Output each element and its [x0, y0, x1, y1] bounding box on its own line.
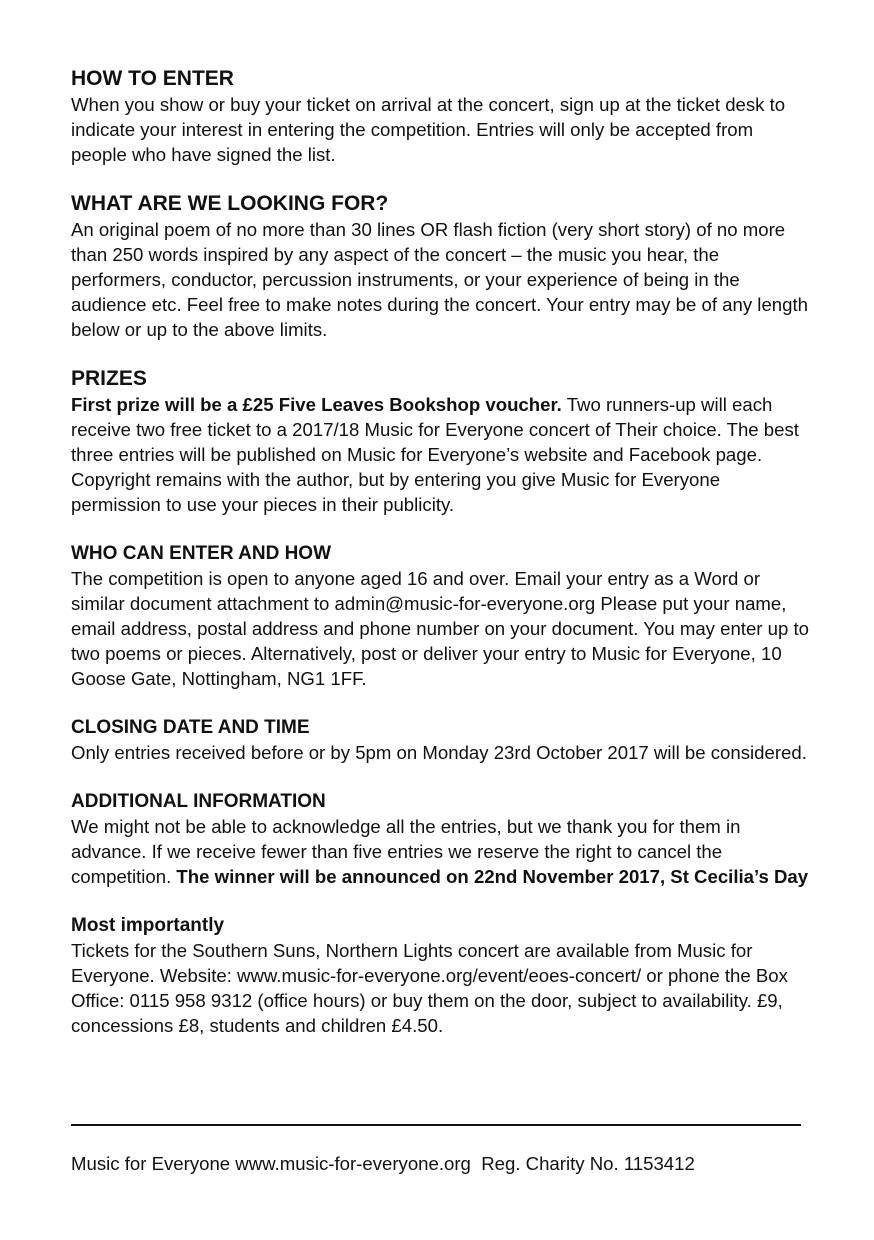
closing-date-text: Only entries received before or by 5pm on Monday 23rd October 2017 will be considered. — [71, 742, 807, 763]
looking-for-heading: WHAT ARE WE LOOKING FOR? — [71, 192, 389, 215]
footer-text: Music for Everyone www.music-for-everyone.org Reg. Charity No. 1153412 — [71, 1153, 695, 1174]
footer-divider — [71, 1124, 801, 1126]
most-importantly-text: Tickets for the Southern Suns, Northern Lights concert are available from Music for Everyone. Website: www.music-for-everyone.org/event/eoes-concert/ or phone the Box Office: 0115 958 9312 (office hours) or buy them on the door, subject to availability. £9, concessions £8, students and children £4.50. — [71, 940, 788, 1036]
how-to-enter-text: When you show or buy your ticket on arrival at the concert, sign up at the ticket desk to indicate your interest in entering the competition. Entries will only be accepted from people who have signed the list. — [71, 94, 786, 165]
additional-info-body: We might not be able to acknowledge all the entries, but we thank you for them in advance. If we receive fewer than five entries we reserve the right to cancel the competition. — [71, 816, 741, 887]
how-to-enter-heading: HOW TO ENTER — [71, 67, 234, 90]
additional-info-text — [71, 814, 811, 889]
prizes-details-text: Two runners-up will each receive two free ticket to a 2017/18 Music for Everyone concert of Their choice. The best three entries will be published on Music for Everyone’s website and Facebook page. Copyright remains with the author, but by entering you give Music for Everyone permission to use your pieces in their publicity. — [71, 394, 799, 515]
who-can-enter-text: The competition is open to anyone aged 16 and over. Email your entry as a Word or similar document attachment to admin@music-for-everyone.org Please put your name, email address, postal address and phone number on your document. You may enter up to two poems or pieces. Alternatively, post or deliver your entry to Music for Everyone, 10 Goose Gate, Nottingham, NG1 1FF. — [71, 568, 810, 689]
first-prize-text: First prize will be a £25 Five Leaves Bookshop voucher. — [71, 394, 562, 415]
winner-announcement-text: The winner will be announced on 22nd November 2017, St Cecilia’s Day — [176, 866, 809, 887]
who-can-enter-section — [71, 541, 811, 691]
prizes-text — [71, 392, 811, 517]
closing-date-heading: CLOSING DATE AND TIME — [71, 717, 310, 738]
how-to-enter-section — [71, 66, 811, 167]
most-importantly-heading: Most importantly — [71, 915, 225, 936]
who-can-enter-heading: WHO CAN ENTER AND HOW — [71, 543, 331, 564]
prizes-heading: PRIZES — [71, 367, 147, 390]
additional-info-section — [71, 789, 811, 889]
looking-for-text: An original poem of no more than 30 lines OR flash fiction (very short story) of no more than 250 words inspired by any aspect of the concert – the music you hear, the performers, conductor, percussion instruments, or your experience of being in the audience etc. Feel free to make notes during the concert. Your entry may be of any length below or up to the above limits. — [71, 219, 808, 340]
flyer-body — [71, 66, 811, 1038]
most-importantly-section — [71, 913, 811, 1038]
additional-info-heading: ADDITIONAL INFORMATION — [71, 791, 326, 812]
prizes-section — [71, 366, 811, 517]
closing-date-section — [71, 715, 811, 765]
looking-for-section — [71, 191, 811, 342]
